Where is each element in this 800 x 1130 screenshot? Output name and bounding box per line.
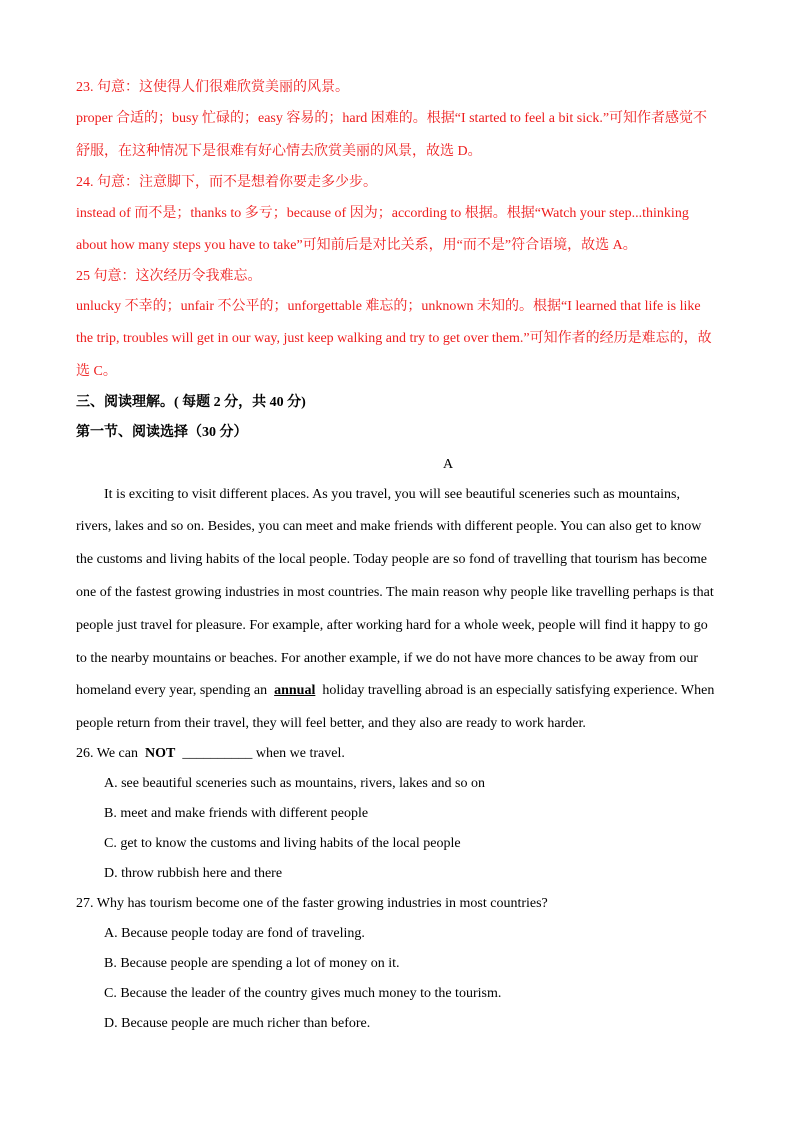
passage-line-5: people just travel for pleasure. For example, after working hard for a whole week, people will find it happy to go [76,618,708,633]
question-26-start: 26. We can [76,746,145,761]
passage-line-1: It is exciting to visit different places. As you travel, you will see beautiful sceneries such as mountains, [104,487,680,502]
answer-25-title: 25 句意：这次经历令我难忘。 [76,269,262,284]
question-26-option-c: C. get to know the customs and living habits of the local people [104,836,461,851]
annual-underlined-word: annual [274,683,316,698]
question-27-option-b: B. Because people are spending a lot of money on it. [104,956,400,971]
passage-line-7-end: holiday travelling abroad is an especially satisfying experience. When [315,683,715,698]
answer-23-explanation-1: proper 合适的；busy 忙碌的；easy 容易的；hard 困难的。根据“I started to feel a bit sick.”可知作者感觉不 [76,111,708,126]
question-27: 27. Why has tourism become one of the faster growing industries in most countries? [76,896,548,911]
question-26 [76,745,726,763]
passage-line-4: one of the fastest growing industries in most countries. The main reason why people like travelling perhaps is that [76,585,714,600]
answer-25-explanation-1: unlucky 不幸的；unfair 不公平的；unforgettable 难忘的；unknown 未知的。根据“I learned that life is like [76,299,701,314]
answer-23-title: 23. 句意：这使得人们很难欣赏美丽的风景。 [76,80,349,95]
passage-line-6: to the nearby mountains or beaches. For another example, if we do not have more chances to be away from our [76,651,699,666]
answer-25-explanation-3: 选 C。 [76,364,117,379]
section-heading: 三、阅读理解。( 每题 2 分，共 40 分) [76,395,306,410]
passage-line-2: rivers, lakes and so on. Besides, you can meet and make friends with different people. You can also get to know [76,519,702,534]
answer-24-explanation-2: about how many steps you have to take”可知前后是对比关系，用“而不是”符合语境，故选 A。 [76,238,637,253]
question-26-end: __________ when we travel. [175,746,345,761]
question-26-option-a: A. see beautiful sceneries such as mountains, rivers, lakes and so on [104,776,486,791]
question-26-option-d: D. throw rubbish here and there [104,866,283,881]
question-27-option-a: A. Because people today are fond of traveling. [104,926,365,941]
passage-line-3: the customs and living habits of the local people. Today people are so fond of travelling that tourism has become [76,552,707,567]
section-subheading: 第一节、阅读选择（30 分） [76,425,248,440]
answer-24-title: 24. 句意：注意脚下，而不是想着你要走多少步。 [76,175,377,190]
answer-24-explanation-1: instead of 而不是；thanks to 多亏；because of 因为；according to 根据。根据“Watch your step...thinking [76,206,689,221]
answer-25-explanation-2: the trip, troubles will get in our way, just keep walking and try to get over them.”可知作者的经历是难忘的，故 [76,331,712,346]
answer-23-explanation-2: 舒服，在这种情况下是很难有好心情去欣赏美丽的风景，故选 D。 [76,144,482,159]
question-27-option-d: D. Because people are much richer than before. [104,1016,371,1031]
passage-line-7 [76,682,726,700]
passage-label: A [442,457,454,472]
passage-line-8: people return from their travel, they will feel better, and they also are ready to work harder. [76,716,586,731]
question-26-not: NOT [144,746,176,761]
question-26-option-b: B. meet and make friends with different people [104,806,369,821]
passage-line-7-start: homeland every year, spending an [76,683,275,698]
question-27-option-c: C. Because the leader of the country gives much money to the tourism. [104,986,502,1001]
